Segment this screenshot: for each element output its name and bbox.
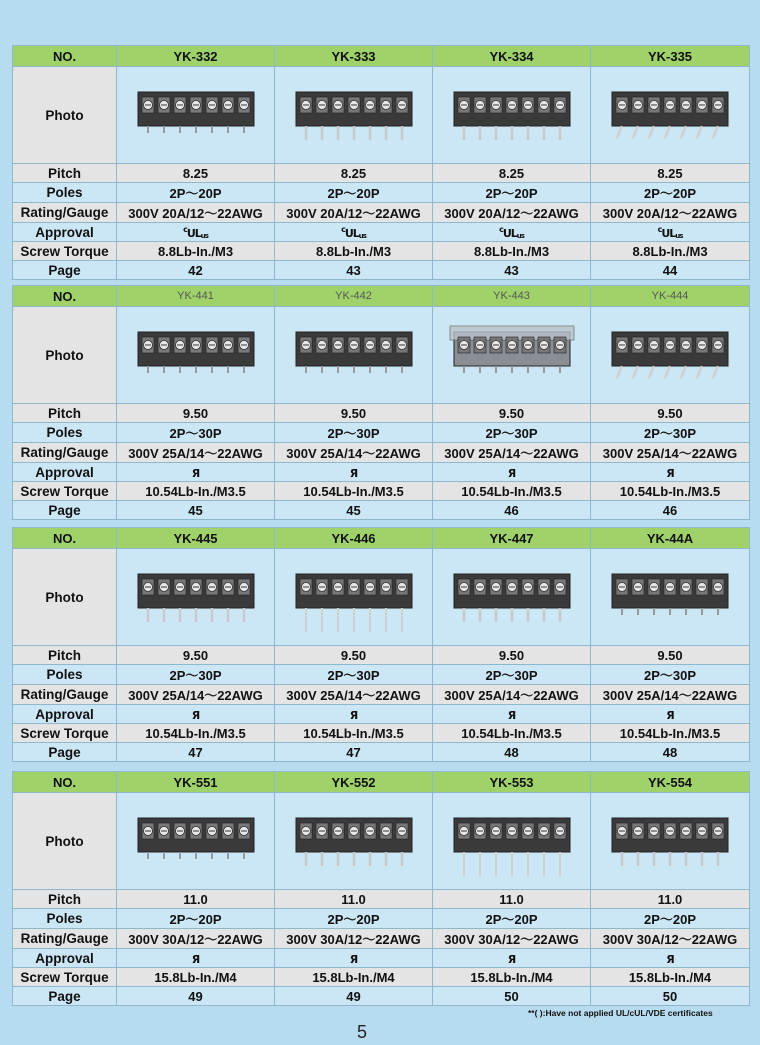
ru-mark-icon: Я [507,708,516,722]
model-number: YK-333 [275,46,433,67]
pitch-label: Pitch [13,890,117,909]
torque-label: Screw Torque [13,724,117,743]
footnote: **( ):Have not applied UL/cUL/VDE certificates [528,1008,713,1018]
page-value: 44 [591,261,750,280]
pitch-value: 11.0 [433,890,591,909]
torque-value: 10.54Lb-In./M3.5 [117,482,275,501]
poles-value: 2P～30P [591,423,750,443]
rating-label: Rating/Gauge [13,929,117,949]
photo-label: Photo [13,307,117,404]
cul-us-mark-icon: $^c$ULus [183,224,208,240]
page-value: 46 [433,501,591,520]
pitch-value: 9.50 [275,646,433,665]
rating-value: 300V 25A/14～22AWG [275,685,433,705]
photo-label: Photo [13,549,117,646]
pitch-value: 8.25 [275,164,433,183]
cul-us-mark-icon: $^c$ULus [499,224,524,240]
ru-mark-icon: Я [349,708,358,722]
product-photo [275,549,433,646]
rating-value: 300V 25A/14～22AWG [117,685,275,705]
no-label: NO. [13,46,117,67]
product-photo [117,67,275,164]
torque-value: 10.54Lb-In./M3.5 [433,482,591,501]
rating-value: 300V 30A/12～22AWG [433,929,591,949]
pitch-value: 11.0 [275,890,433,909]
approval-value [591,705,750,724]
rating-label: Rating/Gauge [13,203,117,223]
product-photo [275,307,433,404]
pitch-label: Pitch [13,404,117,423]
no-label: NO. [13,772,117,793]
pitch-value: 8.25 [591,164,750,183]
poles-label: Poles [13,665,117,685]
rating-value: 300V 20A/12～22AWG [275,203,433,223]
page-value: 43 [275,261,433,280]
page-value: 50 [433,987,591,1006]
cul-us-mark-icon: $^c$ULus [657,224,683,240]
pitch-label: Pitch [13,164,117,183]
torque-value: 10.54Lb-In./M3.5 [117,724,275,743]
torque-value: 10.54Lb-In./M3.5 [433,724,591,743]
product-photo [117,307,275,404]
model-number: YK-44A [591,528,750,549]
pitch-value: 11.0 [117,890,275,909]
product-photo [591,307,750,404]
pitch-value: 8.25 [433,164,591,183]
model-number: YK-443 [433,286,591,307]
model-number: YK-551 [117,772,275,793]
product-photo [433,67,591,164]
ru-mark-icon: Я [666,466,674,480]
rating-value: 300V 30A/12～22AWG [591,929,750,949]
page-value: 45 [275,501,433,520]
page-label: Page [13,501,117,520]
model-number: YK-446 [275,528,433,549]
poles-value: 2P～20P [275,909,433,929]
rating-value: 300V 20A/12～22AWG [591,203,750,223]
torque-value: 15.8Lb-In./M4 [433,968,591,987]
poles-label: Poles [13,909,117,929]
torque-value: 15.8Lb-In./M4 [275,968,433,987]
poles-value: 2P～20P [433,183,591,203]
torque-value: 8.8Lb-In./M3 [591,242,750,261]
page-value: 50 [591,987,750,1006]
model-number: YK-447 [433,528,591,549]
model-number: YK-553 [433,772,591,793]
pitch-value: 9.50 [275,404,433,423]
poles-value: 2P～30P [117,665,275,685]
no-label: NO. [13,528,117,549]
poles-value: 2P～20P [117,909,275,929]
page-value: 43 [433,261,591,280]
torque-value: 10.54Lb-In./M3.5 [591,724,750,743]
page-value: 46 [591,501,750,520]
pitch-value: 9.50 [433,404,591,423]
torque-value: 10.54Lb-In./M3.5 [275,724,433,743]
pitch-value: 9.50 [433,646,591,665]
model-number: YK-444 [591,286,750,307]
approval-value [275,463,433,482]
product-photo [591,67,750,164]
page-value: 49 [117,987,275,1006]
product-photo [591,549,750,646]
poles-value: 2P～30P [275,423,433,443]
pitch-value: 9.50 [591,404,750,423]
approval-value [433,463,591,482]
ru-mark-icon: Я [191,466,200,480]
product-photo [433,307,591,404]
poles-value: 2P～30P [433,665,591,685]
approval-value [591,463,750,482]
poles-label: Poles [13,423,117,443]
page-value: 47 [275,743,433,762]
photo-label: Photo [13,793,117,890]
product-photo [433,793,591,890]
product-photo [591,793,750,890]
poles-label: Poles [13,183,117,203]
ru-mark-icon: Я [666,708,674,722]
page-value: 45 [117,501,275,520]
ru-mark-icon: Я [666,952,674,966]
poles-value: 2P～20P [275,183,433,203]
page-value: 47 [117,743,275,762]
ru-mark-icon: Я [349,466,358,480]
approval-value [433,705,591,724]
approval-value [275,705,433,724]
approval-value [433,223,591,242]
approval-value [433,949,591,968]
pitch-value: 9.50 [591,646,750,665]
model-number: YK-441 [117,286,275,307]
torque-value: 15.8Lb-In./M4 [117,968,275,987]
page-number: 5 [356,1022,367,1042]
pitch-value: 8.25 [117,164,275,183]
ru-mark-icon: Я [507,466,516,480]
approval-value [117,223,275,242]
approval-value [117,705,275,724]
rating-value: 300V 25A/14～22AWG [117,443,275,463]
poles-value: 2P～20P [117,183,275,203]
page-value: 49 [275,987,433,1006]
poles-value: 2P～30P [275,665,433,685]
product-photo [433,549,591,646]
approval-label: Approval [13,463,117,482]
no-label: NO. [13,286,117,307]
ru-mark-icon: Я [507,952,516,966]
model-number: YK-445 [117,528,275,549]
page-label: Page [13,987,117,1006]
rating-value: 300V 25A/14～22AWG [433,685,591,705]
model-number: YK-335 [591,46,750,67]
torque-label: Screw Torque [13,482,117,501]
product-photo [117,793,275,890]
poles-value: 2P～20P [433,909,591,929]
approval-label: Approval [13,223,117,242]
product-photo [275,67,433,164]
model-number: YK-334 [433,46,591,67]
rating-value: 300V 25A/14～22AWG [591,443,750,463]
approval-value [117,949,275,968]
rating-value: 300V 25A/14～22AWG [591,685,750,705]
product-photo [275,793,433,890]
torque-label: Screw Torque [13,968,117,987]
torque-value: 8.8Lb-In./M3 [117,242,275,261]
approval-value [275,949,433,968]
spec-table [12,527,750,762]
cul-us-mark-icon: $^c$ULus [341,224,366,240]
model-number: YK-442 [275,286,433,307]
torque-value: 15.8Lb-In./M4 [591,968,750,987]
torque-value: 10.54Lb-In./M3.5 [591,482,750,501]
pitch-value: 11.0 [591,890,750,909]
page-value: 48 [591,743,750,762]
rating-value: 300V 30A/12～22AWG [275,929,433,949]
rating-label: Rating/Gauge [13,685,117,705]
torque-value: 8.8Lb-In./M3 [275,242,433,261]
page-value: 48 [433,743,591,762]
poles-value: 2P～20P [591,183,750,203]
photo-label: Photo [13,67,117,164]
ru-mark-icon: Я [191,708,200,722]
torque-value: 8.8Lb-In./M3 [433,242,591,261]
page-label: Page [13,261,117,280]
spec-table [12,771,750,1006]
approval-value [117,463,275,482]
pitch-value: 9.50 [117,646,275,665]
poles-value: 2P～30P [117,423,275,443]
model-number: YK-552 [275,772,433,793]
approval-label: Approval [13,949,117,968]
approval-value [591,223,750,242]
spec-table [12,45,750,280]
approval-value [275,223,433,242]
poles-value: 2P～20P [591,909,750,929]
poles-value: 2P～30P [591,665,750,685]
torque-label: Screw Torque [13,242,117,261]
page-label: Page [13,743,117,762]
rating-label: Rating/Gauge [13,443,117,463]
ru-mark-icon: Я [191,952,200,966]
rating-value: 300V 25A/14～22AWG [275,443,433,463]
pitch-label: Pitch [13,646,117,665]
torque-value: 10.54Lb-In./M3.5 [275,482,433,501]
rating-value: 300V 20A/12～22AWG [117,203,275,223]
rating-value: 300V 20A/12～22AWG [433,203,591,223]
model-number: YK-332 [117,46,275,67]
spec-table [12,285,750,520]
rating-value: 300V 30A/12～22AWG [117,929,275,949]
product-photo [117,549,275,646]
rating-value: 300V 25A/14～22AWG [433,443,591,463]
model-number: YK-554 [591,772,750,793]
page-value: 42 [117,261,275,280]
ru-mark-icon: Я [349,952,358,966]
approval-label: Approval [13,705,117,724]
approval-value [591,949,750,968]
pitch-value: 9.50 [117,404,275,423]
poles-value: 2P～30P [433,423,591,443]
